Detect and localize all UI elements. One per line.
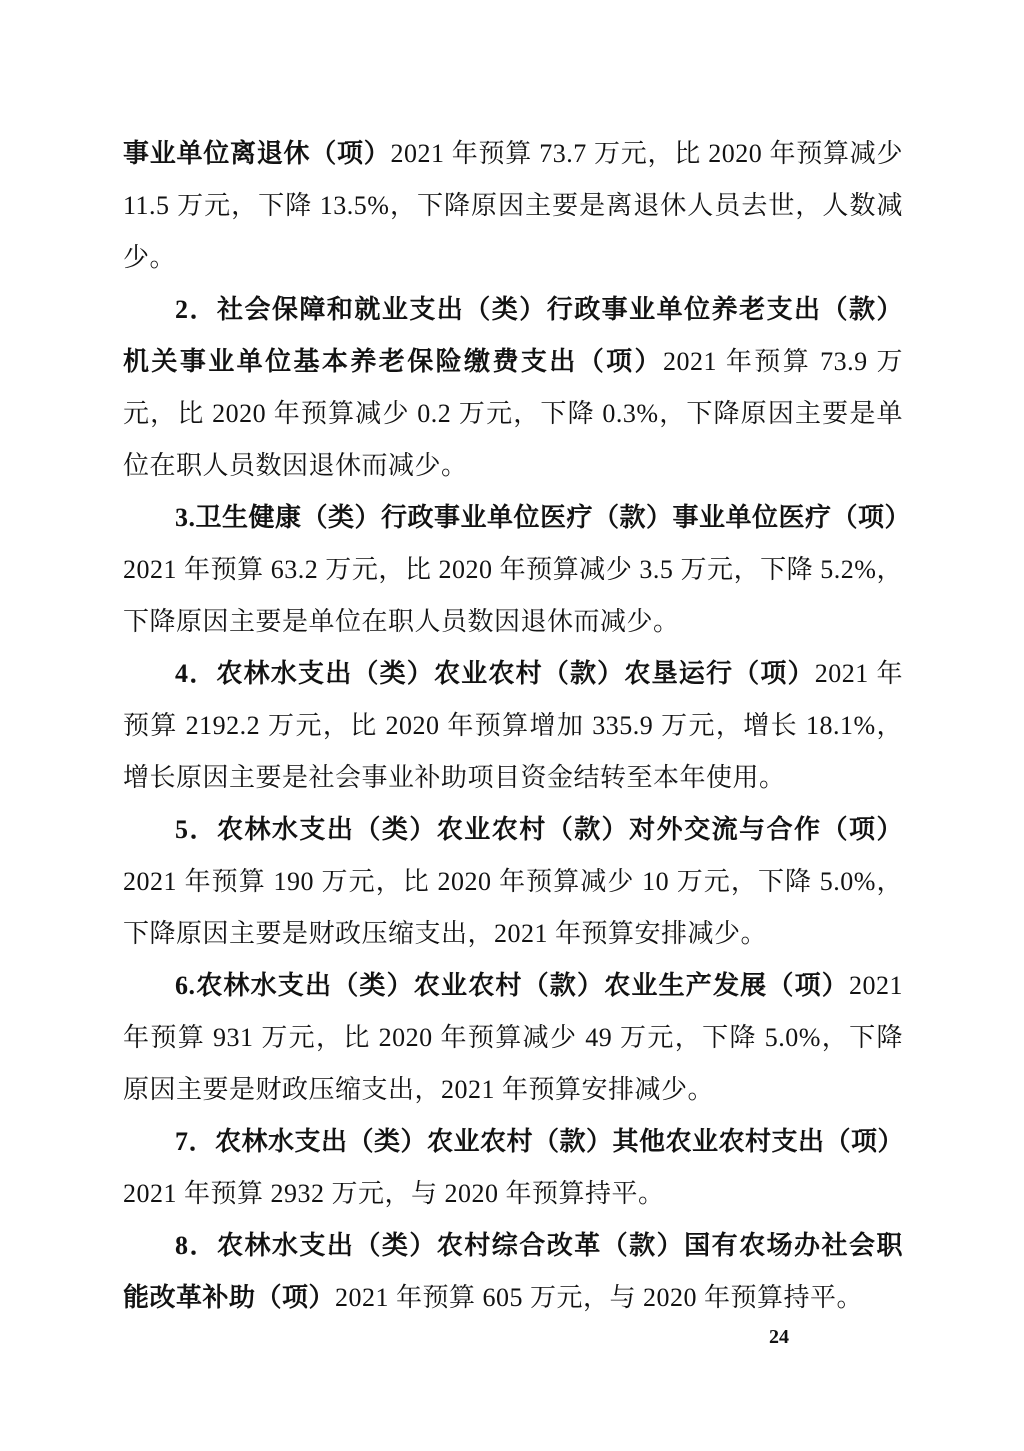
- paragraph-text: 2021 年预算 73.9 万元，比 2020 年预算减少 0.2 万元，下降 0.3%，下降原因主要是单位在职人员数因退休而减少。: [123, 347, 903, 480]
- paragraph-text: 2021 年预算 63.2 万元，比 2020 年预算减少 3.5 万元，下降 5.2%，下降原因主要是单位在职人员数因退休而减少。: [123, 555, 903, 636]
- paragraph-lead: 8．农林水支出（类）农村综合改革（款）国有农场办社会职能改革补助（项）: [123, 1231, 903, 1312]
- paragraph-item-2-social-security: [123, 284, 903, 492]
- paragraph-text: 2021 年预算 2932 万元，与 2020 年预算持平。: [123, 1179, 665, 1208]
- paragraph-text: 2021 年预算 2192.2 万元，比 2020 年预算增加 335.9 万元，增长 18.1%，增长原因主要是社会事业补助项目资金结转至本年使用。: [123, 659, 903, 792]
- paragraph-text: 2021 年预算 190 万元，比 2020 年预算减少 10 万元，下降 5.0%，下降原因主要是财政压缩支出，2021 年预算安排减少。: [123, 867, 903, 948]
- paragraph-lead: 5．农林水支出（类）农业农村（款）对外交流与合作（项）: [175, 815, 903, 844]
- page-number: 24: [769, 1326, 789, 1348]
- paragraph-lead: 3.卫生健康（类）行政事业单位医疗（款）事业单位医疗（项）: [175, 503, 912, 532]
- paragraph-text: 2021 年预算 931 万元，比 2020 年预算减少 49 万元，下降 5.0%，下降原因主要是财政压缩支出，2021 年预算安排减少。: [123, 971, 903, 1104]
- paragraph-item-7-other-agriculture: [123, 1116, 903, 1220]
- paragraph-item-3-health: [123, 492, 912, 648]
- paragraph-item-8-rural-reform: [123, 1220, 903, 1324]
- document-body: [123, 128, 912, 1324]
- paragraph-item-6-agriculture-production: [123, 960, 903, 1116]
- paragraph-lead: 事业单位离退休（项）: [123, 139, 391, 168]
- paragraph-lead: 7．农林水支出（类）农业农村（款）其他农业农村支出（项）: [175, 1127, 905, 1156]
- paragraph-text: 2021 年预算 605 万元，与 2020 年预算持平。: [335, 1283, 864, 1312]
- paragraph-text: 2021 年预算 73.7 万元，比 2020 年预算减少 11.5 万元，下降 13.5%，下降原因主要是离退休人员去世，人数减少。: [123, 139, 903, 272]
- paragraph-item-5-foreign-exchange: [123, 804, 903, 960]
- paragraph-item-4-agriculture-operation: [123, 648, 903, 804]
- paragraph-lead: 4．农林水支出（类）农业农村（款）农垦运行（项）: [175, 659, 815, 688]
- paragraph-lead: 2．社会保障和就业支出（类）行政事业单位养老支出（款）机关事业单位基本养老保险缴费支出（项）: [123, 295, 903, 376]
- paragraph-lead: 6.农林水支出（类）农业农村（款）农业生产发展（项）: [175, 971, 849, 1000]
- paragraph-continuation-retirement: [123, 128, 903, 284]
